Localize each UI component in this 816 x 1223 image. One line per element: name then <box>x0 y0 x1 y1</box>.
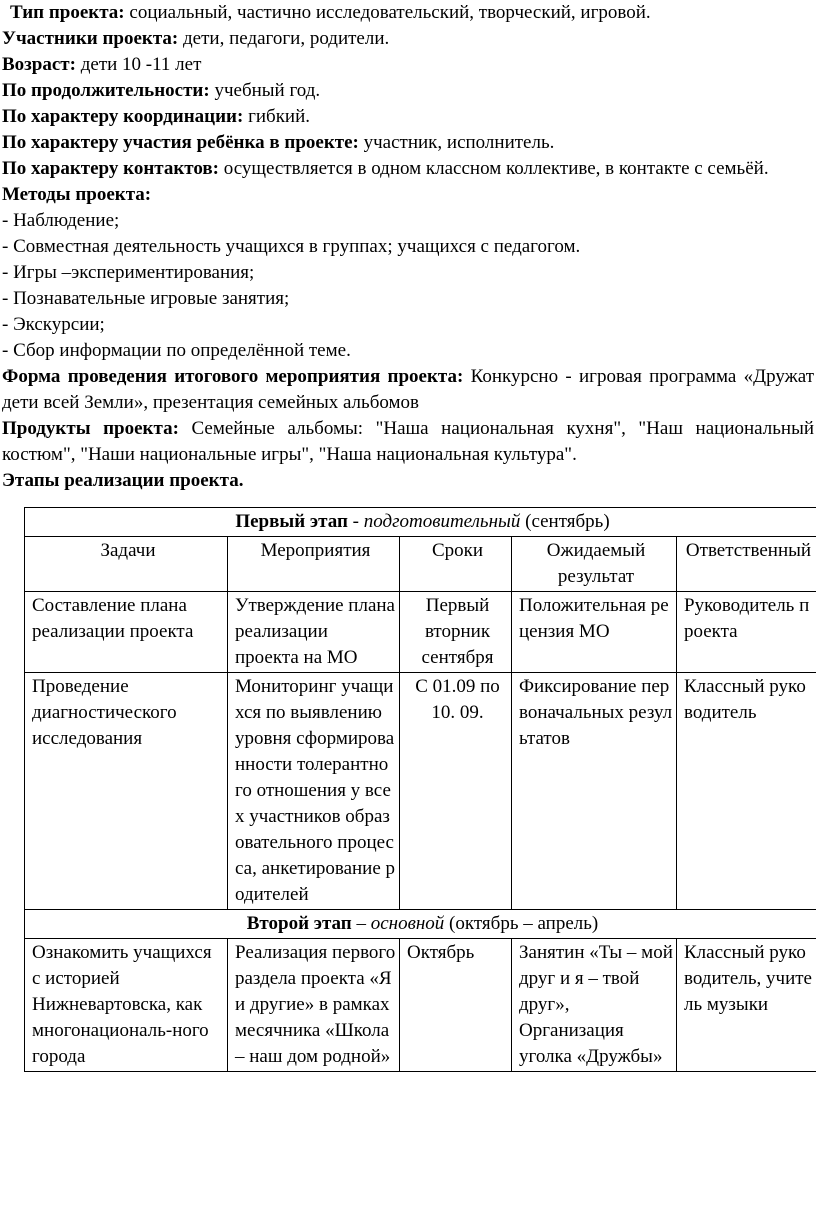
header-tasks: Задачи <box>25 537 228 592</box>
header-responsible: Ответственный <box>677 537 816 592</box>
task-cell: Составление плана реализации проекта <box>25 592 228 673</box>
result-cell: Фиксирование первоначальных результатов <box>512 673 677 910</box>
responsible-cell: Руководитель проекта <box>677 592 816 673</box>
table-header-row <box>25 537 816 592</box>
stage-row <box>25 910 816 939</box>
method-item: - Сбор информации по определённой теме. <box>2 340 351 361</box>
stage-row <box>25 508 816 537</box>
project-participants: Участники проекта: дети, педагоги, родители. <box>2 28 390 49</box>
method-item: - Наблюдение; <box>2 210 120 231</box>
table-row <box>25 673 816 910</box>
project-coordination: По характеру координации: гибкий. <box>2 106 311 127</box>
result-cell: Занятин «Ты – мой друг и я – твой друг», Организация уголка «Дружбы» <box>512 939 677 1072</box>
stage-one-title: Первый этап - подготовительный (сентябрь) <box>25 508 816 537</box>
method-item: - Игры –экспериментирования; <box>2 262 255 283</box>
table-row <box>25 939 816 1072</box>
date-cell: Первый вторник сентября <box>400 592 512 673</box>
method-item: - Совместная деятельность учащихся в группах; учащихся с педагогом. <box>2 236 581 257</box>
stages-table <box>24 507 816 1072</box>
task-cell: Ознакомить учащихся с историей Нижневартовска, как многонациональ-ного города <box>25 939 228 1072</box>
final-event: Форма проведения итогового мероприятия проекта: Конкурсно - игровая программа «Дружат дети всей Земли», презентация семейных альбомов <box>2 366 814 413</box>
activity-cell: Реализация первого раздела проекта «Я и другие» в рамках месячника «Школа – наш дом родной» <box>228 939 400 1072</box>
date-cell: С 01.09 по 10. 09. <box>400 673 512 910</box>
activity-cell: Утверждение плана реализации проекта на МО <box>228 592 400 673</box>
methods-heading: Методы проекта: <box>2 184 152 205</box>
project-duration: По продолжительности: учебный год. <box>2 80 321 101</box>
header-activities: Мероприятия <box>228 537 400 592</box>
document-body <box>2 0 814 494</box>
method-item: - Познавательные игровые занятия; <box>2 288 290 309</box>
task-cell: Проведение диагностического исследования <box>25 673 228 910</box>
project-child-role: По характеру участия ребёнка в проекте: участник, исполнитель. <box>2 132 555 153</box>
date-cell: Октябрь <box>400 939 512 1072</box>
project-age: Возраст: дети 10 -11 лет <box>2 54 202 75</box>
project-products: Продукты проекта: Семейные альбомы: "Наша национальная кухня", "Наш национальный костюм", "Наши национальные игры", "Наша национальная культура". <box>2 418 815 465</box>
stages-heading: Этапы реализации проекта. <box>2 470 244 491</box>
project-type: Тип проекта: социальный, частично исследовательский, творческий, игровой. <box>10 2 651 23</box>
table-row <box>25 592 816 673</box>
activity-cell: Мониторинг учащихся по выявлению уровня сформированности толерантного отношения у всех участников образовательного процесса, анкетирование родителей <box>228 673 400 910</box>
header-expected-result: Ожидаемый результат <box>512 537 677 592</box>
result-cell: Положительная рецензия МО <box>512 592 677 673</box>
responsible-cell: Классный руководитель, учитель музыки <box>677 939 816 1072</box>
project-contacts: По характеру контактов: осуществляется в одном классном коллективе, в контакте с семьёй. <box>2 158 769 179</box>
method-item: - Экскурсии; <box>2 314 105 335</box>
responsible-cell: Классный руководитель <box>677 673 816 910</box>
stage-two-title: Второй этап – основной (октябрь – апрель) <box>25 910 816 939</box>
header-dates: Сроки <box>400 537 512 592</box>
